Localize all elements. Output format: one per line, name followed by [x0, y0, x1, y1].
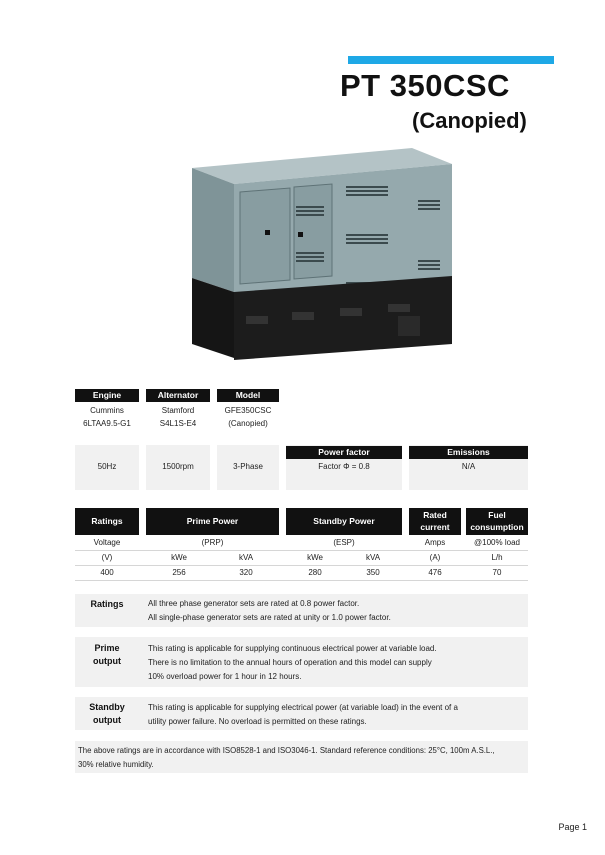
ratings-row-2: [75, 552, 528, 566]
footer-note-line2: 30% relative humidity.: [78, 760, 154, 769]
fuel-consumption-header: [466, 508, 528, 535]
page-number: Page 1: [558, 822, 587, 832]
value-amps: 476: [428, 568, 442, 577]
emissions-value: N/A: [461, 462, 476, 471]
page-subtitle: (Canopied): [412, 108, 527, 133]
voltage-label: Voltage: [93, 538, 121, 547]
alternator-header: Alternator: [146, 389, 210, 402]
engine-header: Engine: [75, 389, 139, 402]
load-label: @100% load: [474, 538, 520, 547]
engine-model: 6LTAA9.5-G1: [83, 419, 131, 428]
unit-kwe-standby: kWe: [307, 553, 323, 562]
prp-label: (PRP): [201, 538, 224, 547]
footer-note-line1: The above ratings are in accordance with ISO8528-1 and ISO3046-1. Standard reference conditions: 25°C, 100m A.S.L.,: [78, 746, 495, 755]
rated-current-header-line1: Rated: [423, 510, 447, 521]
prime-note-label-1: Prime: [94, 643, 120, 653]
standby-power-header: Standby Power: [286, 508, 402, 535]
unit-v: (V): [101, 553, 113, 562]
ratings-note-label: Ratings: [90, 599, 124, 609]
esp-label: (ESP): [333, 538, 355, 547]
fuel-header-line1: Fuel: [488, 510, 506, 521]
fuel-header-line2: consumption: [470, 521, 524, 532]
ratings-note-line1: All three phase generator sets are rated at 0.8 power factor.: [148, 599, 360, 608]
speed-value: 1500rpm: [162, 462, 194, 471]
value-kwe-prime: 256: [172, 568, 186, 577]
ratings-row-3: [75, 567, 528, 581]
rated-current-header: [409, 508, 461, 535]
unit-a: (A): [429, 553, 441, 562]
unit-kva-standby: kVA: [365, 553, 381, 562]
emissions-header: Emissions: [409, 446, 528, 459]
phase-value: 3-Phase: [233, 462, 263, 471]
prime-note-line1: This rating is applicable for supplying continuous electrical power at variable load.: [148, 644, 437, 653]
model-header: Model: [217, 389, 279, 402]
value-fuel: 70: [492, 568, 502, 577]
model-variant: (Canopied): [228, 419, 268, 428]
page-title: PT 350CSC: [340, 68, 510, 103]
amps-label: Amps: [424, 538, 446, 547]
engine-maker: Cummins: [90, 406, 124, 415]
accent-bar: [348, 56, 554, 64]
ratings-header: Ratings: [75, 508, 139, 535]
unit-kwe-prime: kWe: [171, 553, 187, 562]
rated-current-header-line2: current: [420, 521, 450, 532]
frequency-value: 50Hz: [97, 462, 117, 471]
prime-note-line2: There is no limitation to the annual hours of operation and this model can supply: [148, 658, 432, 667]
prime-note-label-2: output: [93, 656, 121, 666]
unit-kva-prime: kVA: [238, 553, 254, 562]
standby-note-label-1: Standby: [89, 702, 125, 712]
power-factor-header: Power factor: [286, 446, 402, 459]
alternator-maker: Stamford: [161, 406, 195, 415]
prime-note-line3: 10% overload power for 1 hour in 12 hours.: [148, 672, 302, 681]
unit-lh: L/h: [491, 553, 503, 562]
value-kva-prime: 320: [239, 568, 253, 577]
generator-image: [160, 140, 460, 370]
value-voltage: 400: [100, 568, 114, 577]
ratings-note-line2: All single-phase generator sets are rated at unity or 1.0 power factor.: [148, 613, 391, 622]
value-kva-standby: 350: [366, 568, 380, 577]
standby-note-label-2: output: [93, 715, 121, 725]
value-kwe-standby: 280: [308, 568, 322, 577]
ratings-row-1: [75, 537, 528, 551]
standby-note-line2: utility power failure. No overload is permitted on these ratings.: [148, 717, 367, 726]
prime-power-header: Prime Power: [146, 508, 279, 535]
standby-note-line1: This rating is applicable for supplying electrical power (at variable load) in the event of a: [148, 703, 458, 712]
alternator-model: S4L1S-E4: [159, 419, 197, 428]
power-factor-value: Factor Φ = 0.8: [318, 462, 370, 471]
model-code: GFE350CSC: [224, 406, 272, 415]
